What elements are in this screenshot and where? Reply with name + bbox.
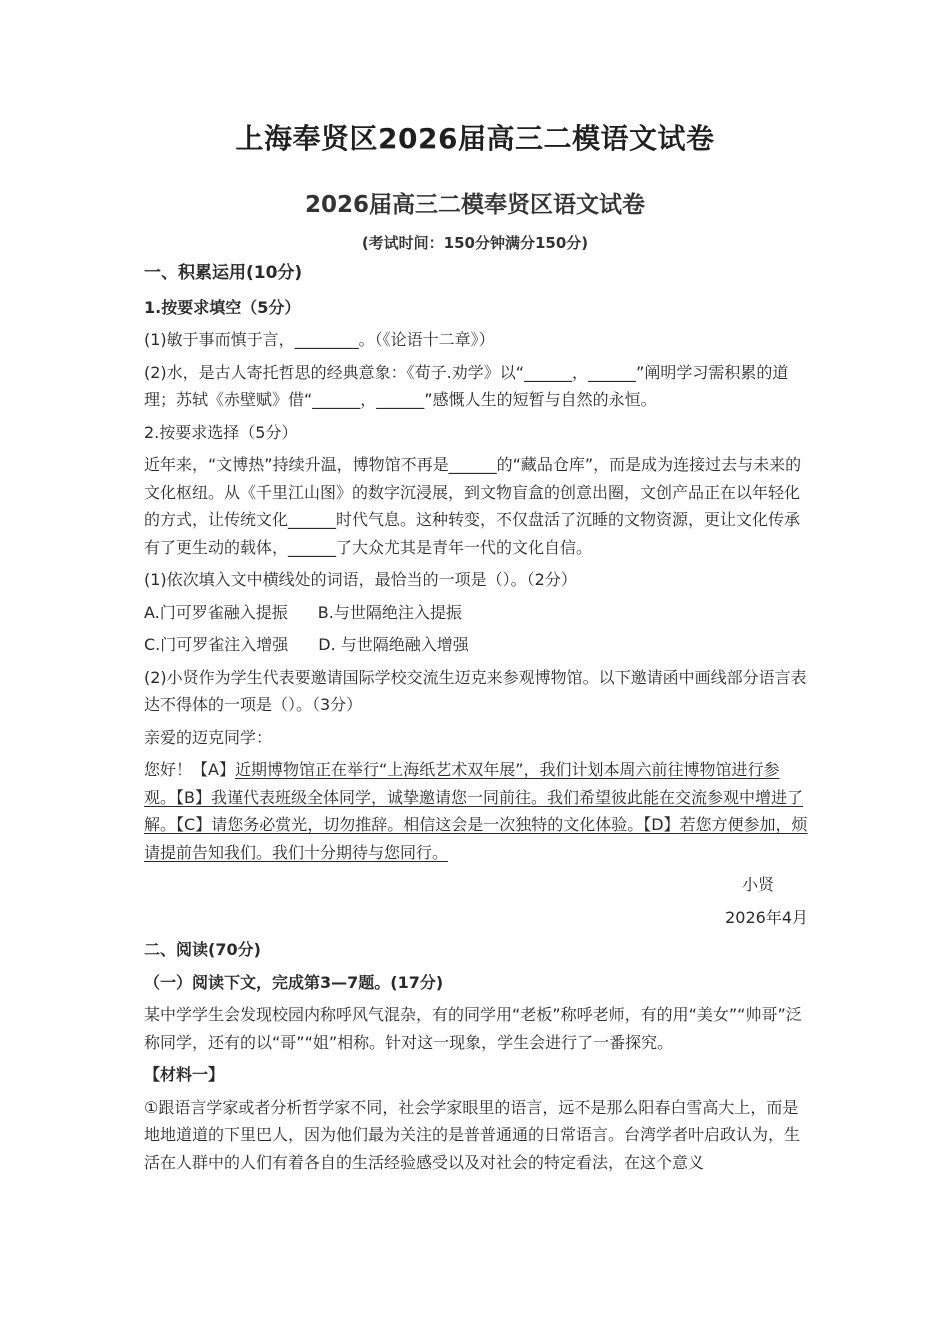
reading-intro: 某中学学生会发现校园内称呼风气混杂，有的同学用“老板”称呼老师，有的用“美女”“帅哥”泛称同学，还有的以“哥”“姐”相称。针对这一现象，学生会进行了一番探究。 — [144, 1005, 802, 1052]
document-title: 上海奉贤区2026届高三二模语文试卷 — [235, 122, 715, 155]
options-row-2 — [144, 631, 808, 659]
reading-sub-heading: （一）阅读下文，完成第3—7题。(17分) — [144, 972, 444, 992]
letter-signature: 小贤 — [741, 875, 774, 894]
letter-date: 2026年4月 — [725, 907, 808, 927]
document-body — [144, 260, 808, 1181]
section-heading-1: 一、积累运用(10分) — [144, 263, 303, 283]
question-2-sub-2: (2)小贤作为学生代表要邀请国际学校交流生迈克来参观博物馆。以下邀请函中画线部分语言表达不得体的一项是（）。（3分） — [144, 667, 807, 714]
section-heading-2: 二、阅读(70分) — [144, 940, 261, 959]
option-a: A.门可罗雀融入提振 — [144, 602, 288, 622]
option-b: B.与世隔绝注入提振 — [317, 602, 462, 622]
letter-part-b: 我谨代表班级全体同学，诚挚邀请您一同前往。我们希望彼此能在交流参观中增进了解。 — [144, 787, 804, 834]
document-subtitle: 2026届高三二模奉贤区语文试卷 — [304, 192, 645, 218]
exam-time-note: (考试时间：150分钟满分150分) — [361, 234, 589, 252]
material-label: 【材料一】 — [144, 1065, 225, 1084]
question-1-item-1: (1)敏于事而慎于言，________。（《论语十二章》） — [144, 330, 495, 349]
option-d: D. 与世隔绝融入增强 — [318, 635, 469, 654]
letter-part-c: 请您务必赏光，切勿推辞。相信这会是一次独特的文化体验。 — [211, 815, 644, 834]
letter-tag-c: 【C】 — [176, 815, 212, 834]
letter-tag-b: 【B】 — [176, 787, 211, 807]
option-c: C.门可罗雀注入增强 — [144, 635, 289, 654]
question-2-heading: 2.按要求选择（5分） — [144, 422, 298, 442]
letter-part-d: 若您方便参加，烦请提前告知我们。我们十分期待与您同行。 — [144, 815, 808, 862]
letter-intro: 您好！【A】 — [144, 760, 235, 779]
letter-body — [144, 756, 808, 866]
question-2-passage: 近年来，“文博热”持续升温，博物馆不再是______的“藏品仓库”，而是成为连接过去与未来的文化枢纽。从《千里江山图》的数字沉浸展，到文物盲盒的创意出圈，文创产品正在以年轻化的方式，让传统文化______时代气息。这种转变，不仅盘活了沉睡的文物资源，更让文化传承有了更生动的载体，______了大众尤其是青年一代的文化自信。 — [144, 455, 802, 557]
letter-greeting: 亲爱的迈克同学： — [144, 727, 273, 747]
question-2-sub-1: (1)依次填入文中横线处的词语，最恰当的一项是（）。（2分） — [144, 570, 577, 589]
question-1-item-2: (2)水，是古人寄托哲思的经典意象：《荀子.劝学》以“______，______”阐明学习需积累的道理；苏轼《赤壁赋》借“______，______”感慨人生的短暂与自然的永恒。 — [144, 362, 789, 409]
options-row-1 — [144, 599, 808, 627]
question-1-heading: 1.按要求填空（5分） — [144, 297, 301, 317]
letter-part-a: 近期博物馆正在举行“上海纸艺术双年展”，我们计划本周六前往博物馆进行参观。 — [144, 760, 780, 807]
material-paragraph-1: ①跟语言学家或者分析哲学家不同，社会学家眼里的语言，远不是那么阳春白雪高大上，而是地地道道的下里巴人，因为他们最为关注的是普普通通的日常语言。台湾学者叶启政认为，生活在人群中的人们有着各自的生活经验感受以及对社会的特定看法，在这个意义 — [144, 1097, 801, 1172]
letter-tag-d: 【D】 — [643, 815, 680, 834]
